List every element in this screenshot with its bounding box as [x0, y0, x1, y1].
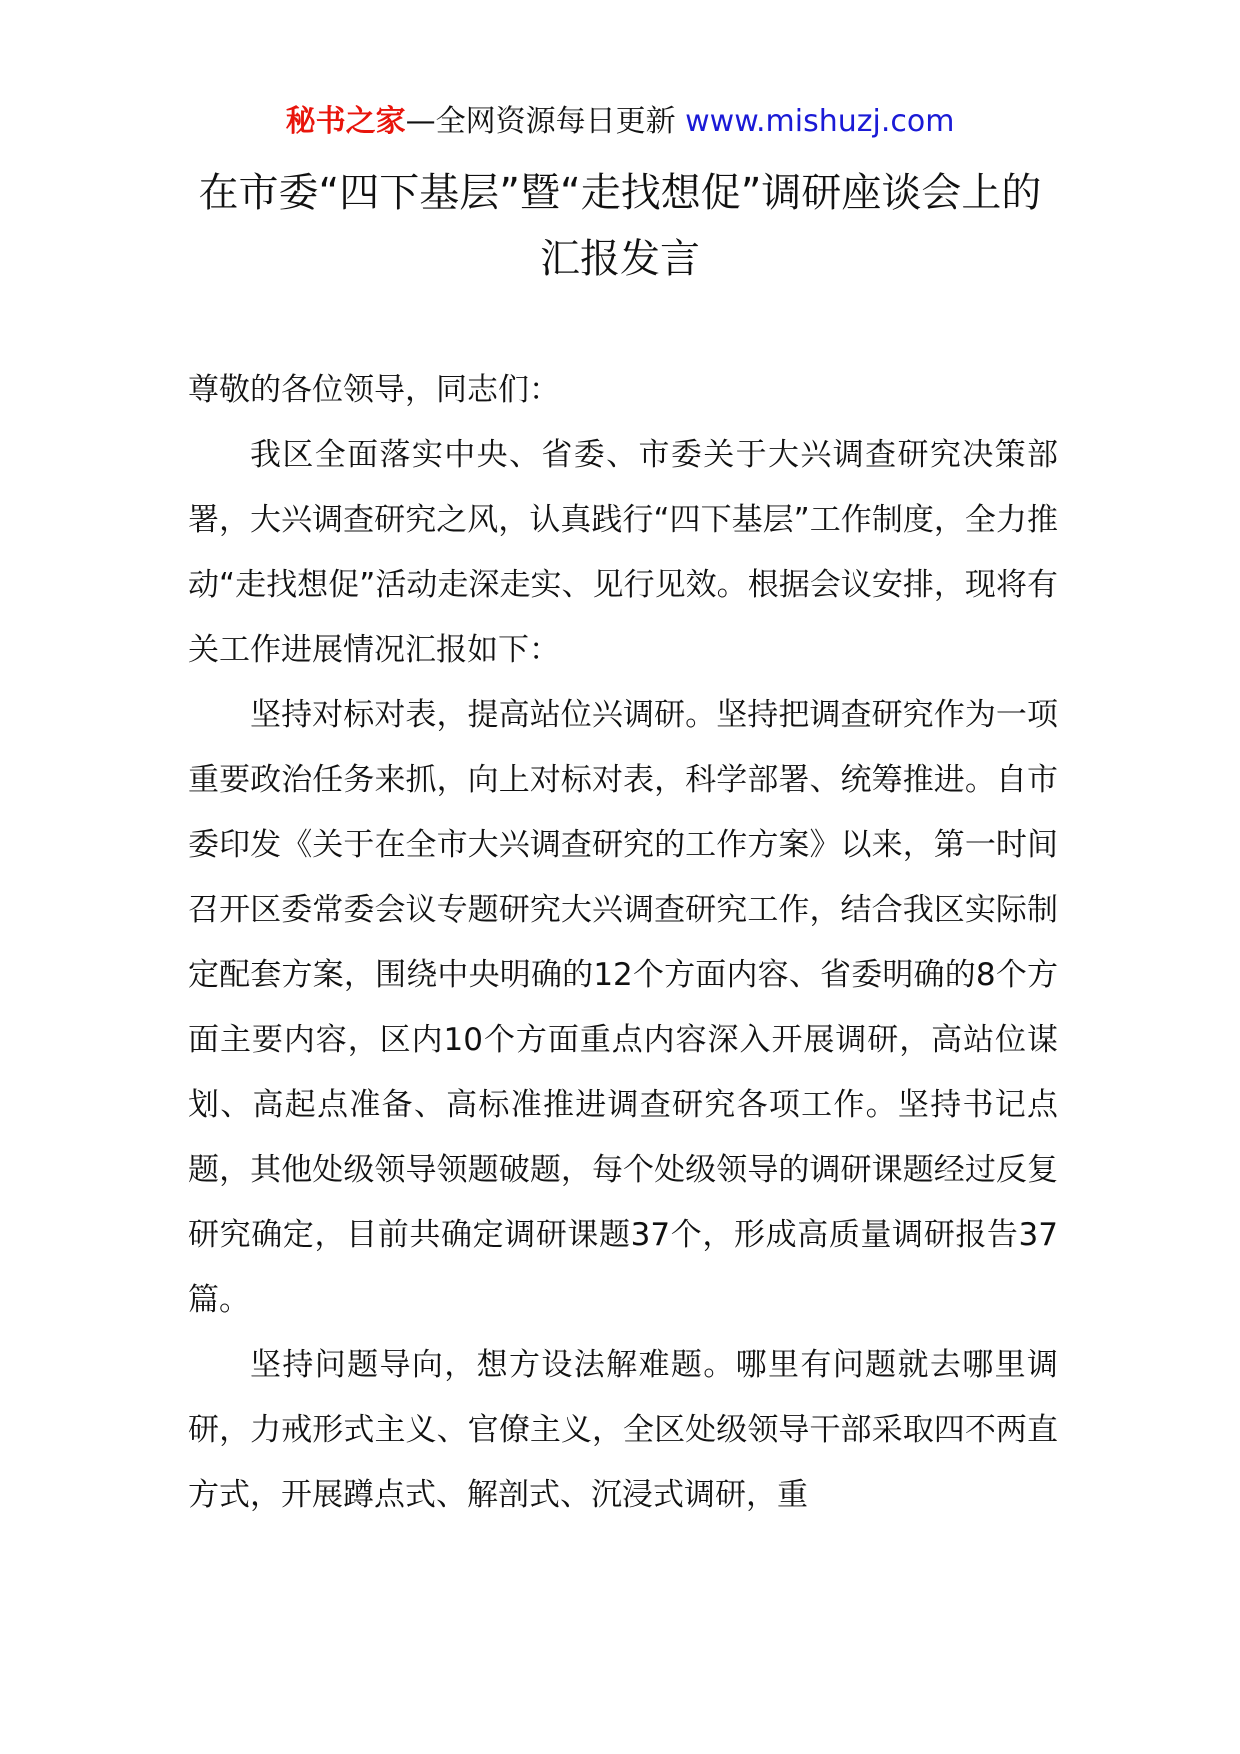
brand-name: 秘书之家: [285, 104, 406, 139]
document-body: [188, 358, 1058, 1528]
banner-slogan: —全网资源每日更新: [405, 104, 676, 139]
paragraph-intro: 我区全面落实中央、省委、市委关于大兴调查研究决策部署，大兴调查研究之风，认真践行“四下基层”工作制度，全力推动“走找想促”活动走深走实、见行见效。根据会议安排，现将有关工作进展情况汇报如下：: [188, 437, 1058, 668]
paragraph-benchmarking: 坚持对标对表，提高站位兴调研。坚持把调查研究作为一项重要政治任务来抓，向上对标对表，科学部署、统筹推进。自市委印发《关于在全市大兴调查研究的工作方案》以来，第一时间召开区委常委会议专题研究大兴调查研究工作，结合我区实际制定配套方案，围绕中央明确的12个方面内容、省委明确的8个方面主要内容，区内10个方面重点内容深入开展调研，高站位谋划、高起点准备、高标准推进调查研究各项工作。坚持书记点题，其他处级领导领题破题，每个处级领导的调研课题经过反复研究确定，目前共确定调研课题37个，形成高质量调研报告37篇。: [188, 697, 1058, 1318]
salutation: 尊敬的各位领导，同志们：: [188, 372, 560, 408]
site-banner: [0, 102, 1240, 142]
document-title: 在市委“四下基层”暨“走找想促”调研座谈会上的汇报发言: [198, 170, 1042, 282]
paragraph-problem-oriented: 坚持问题导向，想方设法解难题。哪里有问题就去哪里调研，力戒形式主义、官僚主义，全区处级领导干部采取四不两直方式，开展蹲点式、解剖式、沉浸式调研，重: [188, 1347, 1058, 1513]
site-url-link[interactable]: www.mishuzj.com: [685, 104, 955, 139]
